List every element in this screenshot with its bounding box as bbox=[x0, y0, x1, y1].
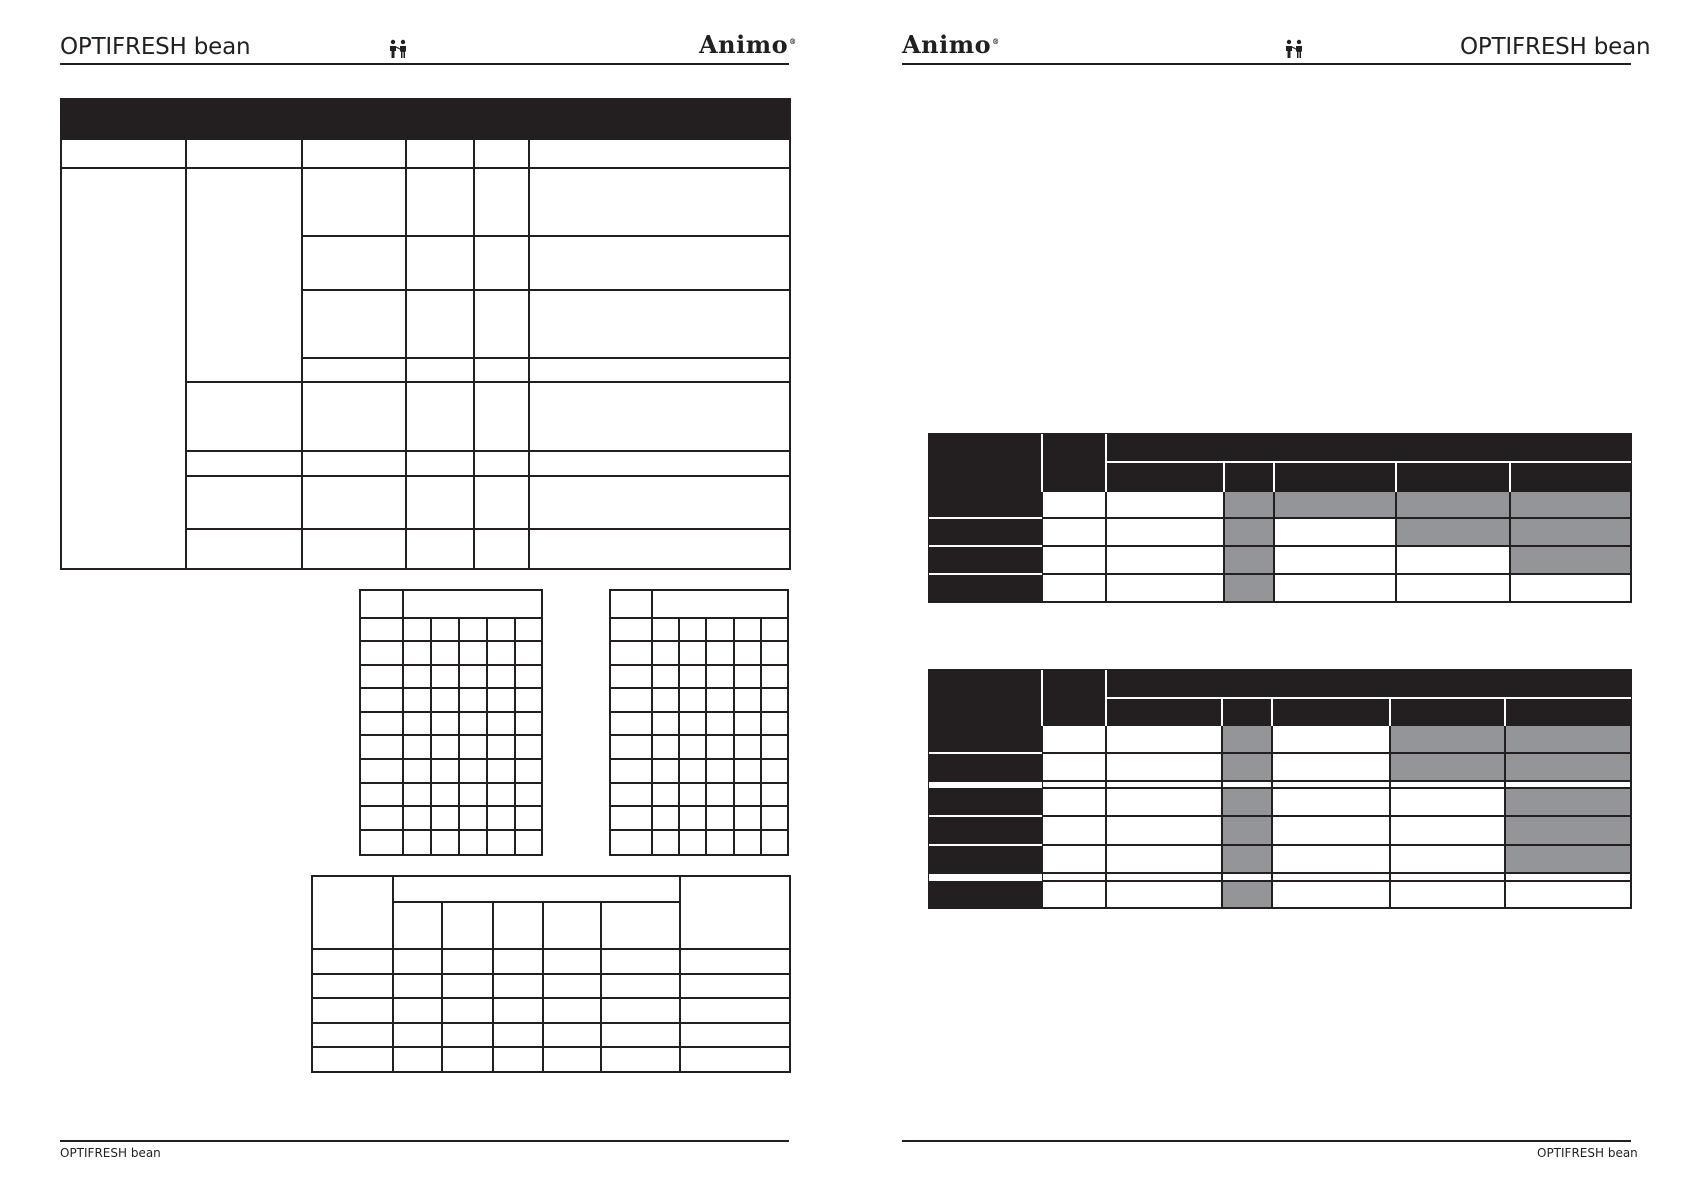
right-page bbox=[842, 0, 1684, 1190]
footer-rule bbox=[902, 1140, 1631, 1142]
footer-text: OPTIFRESH bean bbox=[60, 1146, 161, 1160]
footer-rule bbox=[60, 1140, 789, 1142]
header-title: OPTIFRESH bean bbox=[1460, 34, 1651, 60]
footer-text: OPTIFRESH bean bbox=[1537, 1146, 1638, 1160]
matrix-table-lower bbox=[842, 0, 1684, 1190]
header-title: OPTIFRESH bean bbox=[60, 34, 251, 60]
animo-logo: Animo® bbox=[902, 30, 1000, 59]
animo-logo: Animo® bbox=[699, 30, 797, 59]
